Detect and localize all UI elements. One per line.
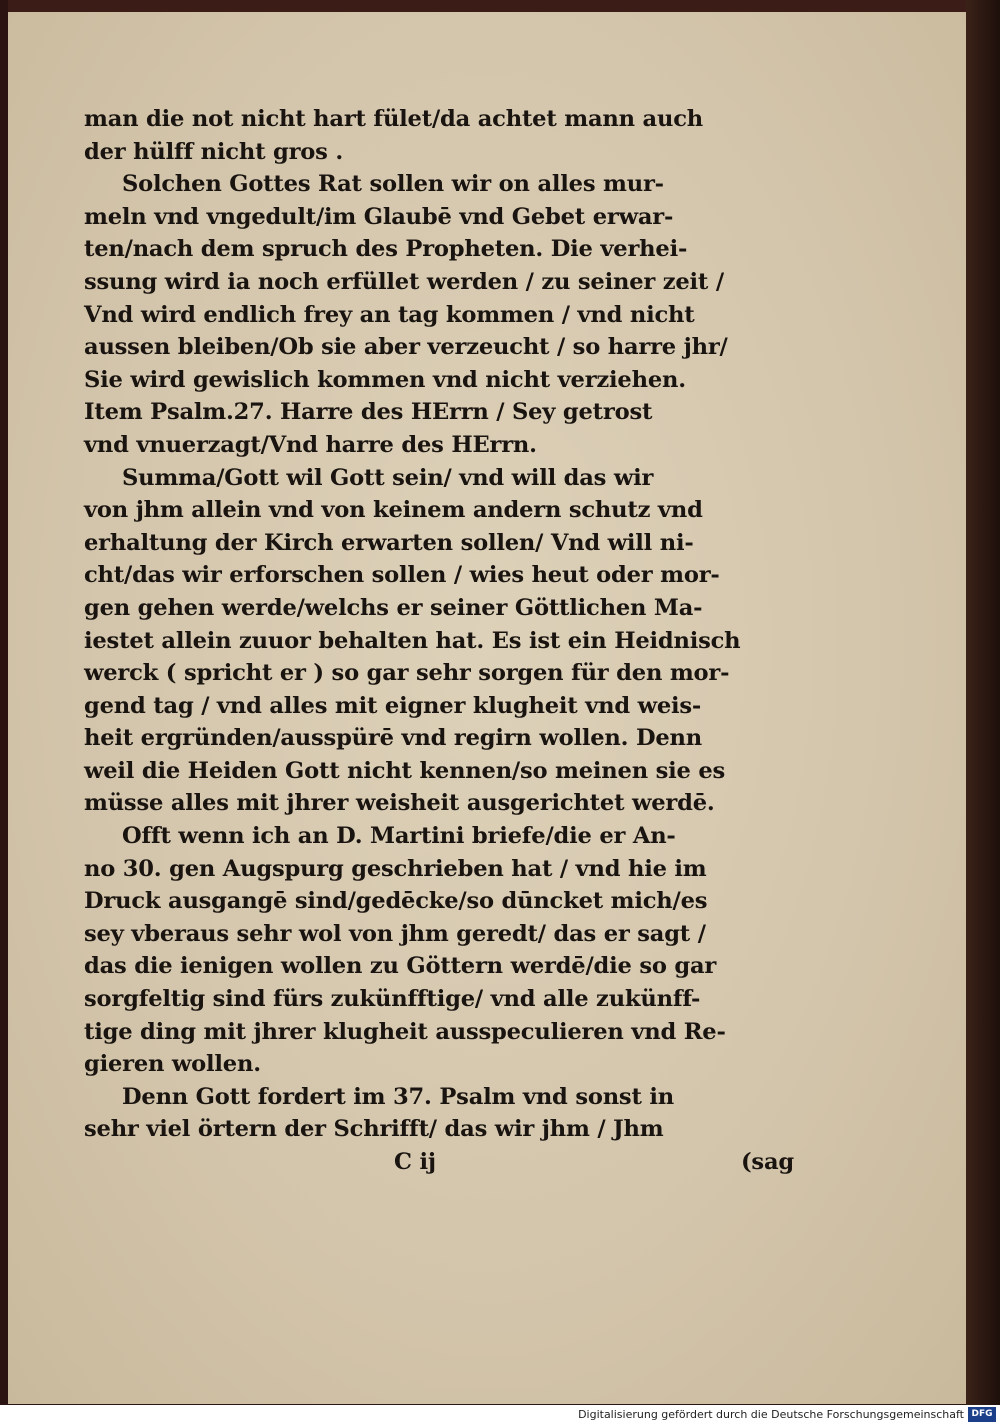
paragraph-start-line: Solchen Gottes Rat sollen wir on alles mur- [122,171,664,198]
text-line: Druck ausgangē sind/gedēcke/so dūncket mich/es [84,888,708,915]
paragraph-start-line: Summa/Gott wil Gott sein/ vnd will das wir [122,464,654,491]
text-line: iestet allein zuuor behalten hat. Es ist ein Heidnisch [84,627,741,654]
paragraph-start-line: Denn Gott fordert im 37. Psalm vnd sonst in [122,1083,674,1110]
text-line: man die not nicht hart fület/da achtet mann auch [84,106,703,132]
text-line: sehr viel örtern der Schrifft/ das wir jhm / Jhm [84,1116,664,1143]
text-line: sorgfeltig sind fürs zukünfftige/ vnd alle zukünff- [84,986,701,1013]
text-line: cht/das wir erforschen sollen / wies heut oder mor- [84,562,720,589]
text-line: gend tag / vnd alles mit eigner klugheit vnd weis- [84,692,702,719]
paragraph-start-line: Offt wenn ich an D. Martini briefe/die er An- [122,823,676,850]
text-line: müsse alles mit jhrer weisheit ausgerichtet werdē. [84,790,715,817]
text-line: ten/nach dem spruch des Propheten. Die verhei- [84,236,688,263]
text-line: erhaltung der Kirch erwarten sollen/ Vnd will ni- [84,529,694,556]
text-line: von jhm allein vnd von keinem andern schutz vnd [84,497,703,524]
text-line: tige ding mit jhrer klugheit ausspeculieren vnd Re- [84,1018,726,1045]
signature-mark: C ij [394,1149,436,1175]
dfg-logo: DFG [968,1407,996,1422]
text-line: meln vnd vngedult/im Glaubē vnd Gebet erwar- [84,203,674,230]
text-line: Sie wird gewislich kommen vnd nicht verziehen. [84,366,686,393]
text-line: ssung wird ia noch erfüllet werden / zu seiner zeit / [84,268,724,295]
page-text-block [84,103,794,1179]
signature-line [84,1146,794,1179]
binding-top-edge [0,0,1000,12]
text-line: no 30. gen Augspurg geschrieben hat / vnd hie im [84,855,707,882]
catchword: (sag [740,1149,794,1175]
text-line: aussen bleiben/Ob sie aber verzeucht / so harre jhr/ [84,334,728,361]
book-spine-edge [966,0,1000,1405]
footer-strip [0,1405,1000,1426]
text-line: Item Psalm.27. Harre des HErrn / Sey getrost [84,399,653,426]
text-line: werck ( spricht er ) so gar sehr sorgen für den mor- [84,660,730,687]
text-line: gieren wollen. [84,1051,261,1078]
text-line: sey vberaus sehr wol von jhm geredt/ das er sagt / [84,920,706,947]
text-line: heit ergründen/ausspürē vnd regirn wollen. Denn [84,725,702,752]
text-line: der hülff nicht gros . [84,138,344,165]
text-line: weil die Heiden Gott nicht kennen/so meinen sie es [84,757,726,784]
digitization-credit: Digitalisierung gefördert durch die Deutsche Forschungsgemeinschaft [578,1408,964,1421]
text-line: vnd vnuerzagt/Vnd harre des HErrn. [84,431,537,458]
text-line: das die ienigen wollen zu Göttern werdē/die so gar [84,953,717,980]
text-line: Vnd wird endlich frey an tag kommen / vnd nicht [84,301,695,328]
binding-left-edge [0,0,8,1405]
text-line: gen gehen werde/welchs er seiner Göttlichen Ma- [84,594,703,621]
